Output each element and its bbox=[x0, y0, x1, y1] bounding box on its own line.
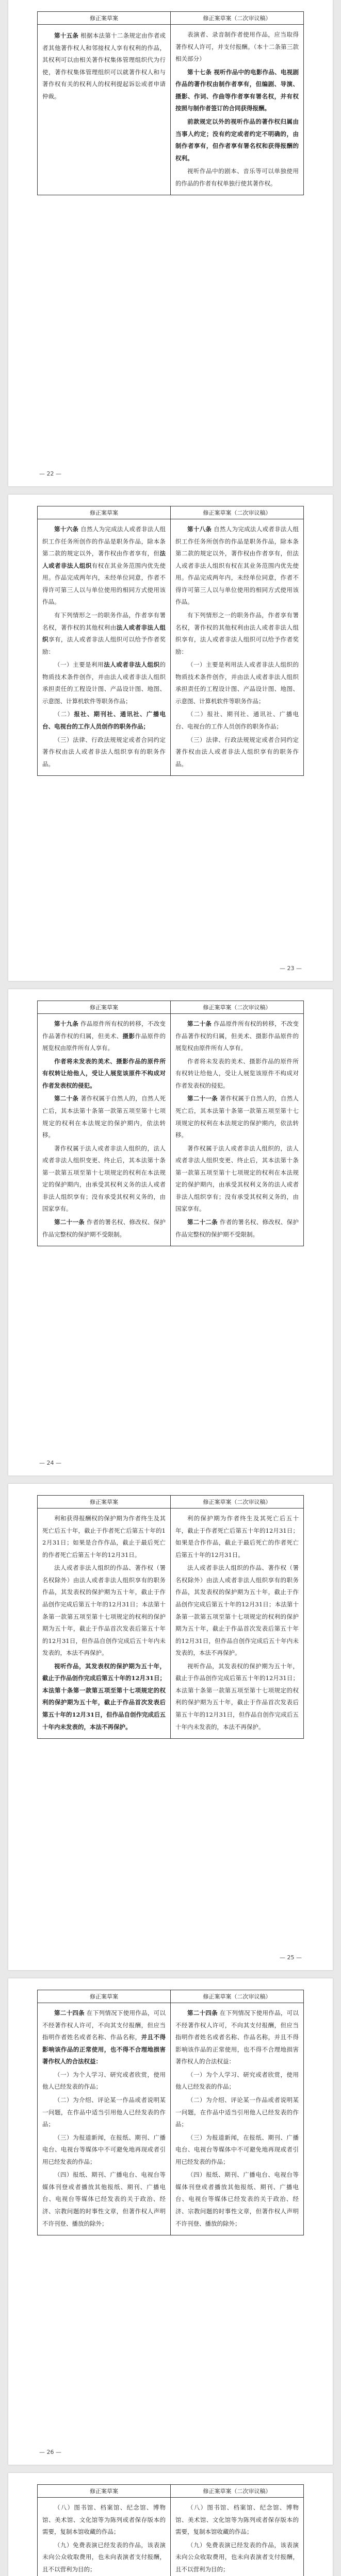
table-header bbox=[38, 2485, 303, 2498]
body-text: 作者的署名权、修改权、保护作品完整权的保护期不受限制。 bbox=[42, 1218, 166, 1238]
body-text: 视听作品，其发表权的保护期为五十年，截止于作品创作完成后第五十年的12月31日；本法第十条第一款第五项至第十七项规定的权利的保护期为五十年，截止于作品首次发表后第五十年的12月31日，但作品自创作完成后五十年内未发表的，本法不再保护。 bbox=[175, 1662, 299, 1731]
header-second-draft: 修正案草案（二次审议稿） bbox=[170, 506, 303, 519]
bold-text: 法人或者非法人组织 bbox=[42, 550, 166, 569]
body-text: （九）免费表演已经发表的作品，该表演未向公众收取费用，也未向表演者支付报酬，且不以营利为目的； bbox=[175, 2541, 299, 2573]
clause-paragraph bbox=[42, 1562, 166, 1659]
page-number: — 25 — bbox=[280, 1954, 302, 1961]
clause-paragraph bbox=[42, 659, 166, 707]
header-draft: 修正案草案 bbox=[90, 15, 118, 22]
clause-paragraph bbox=[175, 1093, 299, 1141]
clause-paragraph bbox=[175, 734, 299, 771]
clause-paragraph bbox=[42, 1018, 166, 1055]
comparison-table bbox=[37, 11, 304, 195]
clause-paragraph bbox=[42, 609, 166, 658]
clause-paragraph bbox=[175, 1018, 299, 1055]
column-second-draft bbox=[170, 2498, 303, 2576]
clause-paragraph bbox=[42, 2069, 166, 2093]
clause-paragraph bbox=[42, 708, 166, 733]
header-second-draft: 修正案草案（二次审议稿） bbox=[170, 1001, 303, 1013]
column-draft bbox=[38, 519, 170, 775]
clause-paragraph bbox=[175, 2169, 299, 2230]
clause-paragraph bbox=[175, 1143, 299, 1215]
header-second-draft: 修正案草案（二次审议稿） bbox=[170, 12, 303, 24]
clause-paragraph bbox=[42, 1513, 166, 1561]
page-number: — 26 — bbox=[39, 2449, 61, 2455]
column-second-draft bbox=[170, 1509, 303, 1738]
body-text: （二）报社、期刊社、通讯社、广播电台、电视台的工作人员创作的职务作品； bbox=[175, 710, 299, 730]
header-draft: 修正案草案 bbox=[90, 1499, 118, 1505]
comparison-table bbox=[37, 1990, 304, 2235]
bold-text: 第十五条 bbox=[54, 32, 79, 39]
body-text: 作品原件所有权的转移，不改变作品著作权的归属，但美术、 bbox=[42, 1020, 166, 1040]
clause-paragraph bbox=[175, 29, 299, 65]
clause-paragraph bbox=[42, 2007, 166, 2068]
bold-text: 第二十条 bbox=[54, 1095, 79, 1103]
body-text: （二）为介绍、评论某一作品或者说明某一问题，在作品中适当引用他人已经发表的作品； bbox=[42, 2096, 166, 2128]
body-text: （一）为个人学习、研究或者欣赏，使用他人已经发表的作品； bbox=[175, 2071, 299, 2091]
clause-paragraph bbox=[42, 1216, 166, 1241]
body-text: （四）报纸、期刊、广播电台、电视台等媒体刊登或者播放其他报纸、期刊、广播电台、电视台等媒体已经发表的关于政治、经济、宗教问题的时事性文章，但著作权人声明不许刊登、播放的除外； bbox=[42, 2171, 166, 2227]
header-draft: 修正案草案 bbox=[90, 2488, 118, 2495]
clause-paragraph bbox=[42, 734, 166, 771]
comparison-table bbox=[37, 1001, 304, 1246]
document-page bbox=[8, 495, 333, 981]
body-text: 有权在其业务范围内优先使用。作品完成两年内，未经单位同意，作者不得许可第三人以与单位使用的相同方式使用该作品。 bbox=[42, 562, 166, 606]
clause-paragraph bbox=[42, 1093, 166, 1141]
bold-text: 视听作品中的电影作品、电视剧作品的著作权由制作者享有，但编剧、导演、摄影、作词、作曲等作者享有署名权，并有权按照与制作者签订的合同获得报酬。 bbox=[175, 68, 299, 112]
body-text: （三）为报道新闻，在报纸、期刊、广播电台、电视台等媒体中不可避免地再现或者引用已经发表的作品； bbox=[42, 2133, 166, 2165]
table-body bbox=[38, 1014, 303, 1246]
body-text: 作品原件的展览权由原件所有人享有。 bbox=[42, 1032, 166, 1052]
bold-text: 第十九条 bbox=[54, 1020, 79, 1027]
column-draft bbox=[38, 25, 170, 195]
body-text: 享有，法人或者非法人组织可以给予作者奖励： bbox=[42, 636, 166, 655]
bold-text: 法人或者非法人组织 bbox=[104, 661, 160, 669]
body-text: 法人或者非法人组织的作品、著作权（署名权除外）由法人或者非法人组织享有的职务作品，其发表权的保护期为五十年，截止于作品创作完成后第五十年的12月31日；本法第十条第一款第五项至第十七项规定的权利的保护期为五十年，截止于作品首次发表后第五十年的12月31日，但作品自创作完成后五十年内未发表的，本法不再保护。 bbox=[42, 1564, 166, 1657]
body-text: （一）主要是利用 bbox=[54, 661, 104, 669]
comparison-table bbox=[37, 506, 304, 776]
body-text: 视听作品中的剧本、音乐等可以单独使用的作品的作者有权单独行使其著作权。 bbox=[175, 167, 299, 187]
column-draft bbox=[38, 2498, 170, 2576]
clause-paragraph bbox=[175, 1056, 299, 1092]
clause-paragraph bbox=[175, 1562, 299, 1659]
page-number: — 23 — bbox=[280, 965, 302, 972]
column-second-draft bbox=[170, 25, 303, 195]
body-text: 作者将未发表的美术、摄影作品的原件所有权转让给他人，受让人展览该原件不构成对作者发表权的侵犯。 bbox=[175, 1057, 299, 1089]
clause-paragraph bbox=[175, 116, 299, 164]
header-draft: 修正案草案 bbox=[90, 1993, 118, 2000]
body-text: 著作权属于法人或者非法人组织的，法人或者非法人组织变更、终止后，其本法第十条第一款第五项至第十七项规定的权利在本法规定的保护期内，由承受其权利义务的法人或者非法人组织享有；没有承受其权利义务的，由国家享有。 bbox=[175, 1144, 299, 1213]
table-header bbox=[38, 506, 303, 519]
header-second-draft: 修正案草案（二次审议稿） bbox=[170, 1990, 303, 2003]
bold-text: 摄影 bbox=[122, 1032, 135, 1040]
table-header bbox=[38, 1990, 303, 2003]
bold-text: 第二十四条 bbox=[187, 2009, 218, 2016]
clause-paragraph bbox=[175, 2094, 299, 2131]
body-text: 利的保护期为作者终生及其死亡后五十年，截止于作者死亡后第五十年的12月31日；如果是合作作品，截止于最后死亡的作者死亡后第五十年的12月31日。 bbox=[175, 1515, 299, 1558]
clause-paragraph bbox=[42, 2539, 166, 2576]
table-header bbox=[38, 1001, 303, 1014]
body-text: （二） bbox=[54, 710, 74, 718]
clause-paragraph bbox=[42, 1660, 166, 1733]
table-header bbox=[38, 12, 303, 25]
body-text: （三）法律、行政法规规定或者合同约定著作权由法人或者非法人组织享有的职务作品。 bbox=[175, 736, 299, 768]
document-page bbox=[8, 1978, 333, 2465]
body-text: 自然人为完成法人或者非法人组织工作任务所创作的作品是职务作品，除本条第二款的规定以外，著作权由作者享有，但法人或者非法人组织有权在其业务范围内优先使用。作品完成两年内，未经单位同意，作者不得许可第三人以与单位使用的相同方式使用该作品。 bbox=[175, 526, 299, 606]
bold-text: 第十八条 bbox=[187, 526, 212, 533]
body-text: 利和获得报酬权的保护期为作者终生及其死亡后五十年，截止于作者死亡后第五十年的12月31日；如果是合作作品，截止于最后死亡的作者死亡后第五十年的12月31日。 bbox=[42, 1515, 166, 1558]
body-text: 著作权属于法人或者非法人组织的，法人或者非法人组织变更、终止后，其本法第十条第一款第五项至第十七项规定的权利在本法规定的保护期内，由承受其权利义务的法人或者非法人组织享有；没有承受其权利义务的，由国家享有。 bbox=[42, 1144, 166, 1213]
bold-text: 报社、期刊社、通讯社、广播电台、电视台的工作人员创作的职务作品； bbox=[42, 710, 166, 730]
body-text: 著作权属于自然人的，自然人死亡后，其本法第十条第一款第五项至第十七项规定的权利在本法规定的保护期内，依法转移。 bbox=[42, 1095, 166, 1139]
bold-text: 视听作品，其发表权的保护期为五十年，截止于作品创作完成后第五十年的12月31日；本法第十条第一款第五项至第十七项规定的权利的保护期为五十年，截止于作品首次发表后第五十年的12月31日，但作品自创作完成后五十年内未发表的，本法不再保护。 bbox=[42, 1662, 166, 1731]
bold-text: 第二十四条 bbox=[54, 2009, 85, 2016]
bold-text: 第十六条 bbox=[54, 526, 79, 533]
body-text: 作品原件所有权的转移，不改变作品著作权的归属，但美术、摄影作品原件的展览权由原件所有人享有。 bbox=[175, 1020, 299, 1052]
clause-paragraph bbox=[175, 609, 299, 658]
clause-paragraph bbox=[175, 523, 299, 608]
clause-paragraph bbox=[42, 2502, 166, 2538]
column-second-draft bbox=[170, 1014, 303, 1246]
clause-paragraph bbox=[175, 659, 299, 707]
comparison-table bbox=[37, 1495, 304, 1739]
body-text: （三）法律、行政法规规定或者合同约定著作权由法人或者非法人组织享有的职务作品。 bbox=[42, 736, 166, 768]
clause-paragraph bbox=[175, 2069, 299, 2093]
table-body bbox=[38, 1509, 303, 1738]
document-page bbox=[8, 1484, 333, 1970]
column-second-draft bbox=[170, 2003, 303, 2235]
body-text: （一）为个人学习、研究或者欣赏，使用他人已经发表的作品； bbox=[42, 2071, 166, 2091]
column-draft bbox=[38, 1509, 170, 1738]
bold-text: 第二十一条 bbox=[54, 1218, 85, 1226]
body-text: （二）为介绍、评论某一作品或者说明某一问题，在作品中适当引用他人已经发表的作品； bbox=[175, 2096, 299, 2128]
body-text: 法人或者非法人组织的作品、著作权（署名权除外）由法人或者非法人组织享有的职务作品，其发表权的保护期为五十年，截止于作品创作完成后第五十年的12月31日；本法第十条第一款第五项至第十七项规定的权利的保护期为五十年，截止于作品首次发表后第五十年的12月31日，但作品自创作完成后五十年内未发表的，本法不再保护。 bbox=[175, 1564, 299, 1657]
clause-paragraph bbox=[175, 1216, 299, 1241]
comparison-table bbox=[37, 2484, 304, 2576]
table-body bbox=[38, 2003, 303, 2235]
clause-paragraph bbox=[42, 2132, 166, 2168]
page-number: — 24 — bbox=[39, 1460, 61, 1466]
bold-text: 法人或者非法人组织 bbox=[42, 623, 166, 643]
clause-paragraph bbox=[175, 165, 299, 190]
clause-paragraph bbox=[175, 1660, 299, 1733]
header-draft: 修正案草案 bbox=[90, 510, 118, 516]
clause-paragraph bbox=[42, 30, 166, 103]
body-text: 的物质技术条件创作，并由法人或者非法人组织承担责任的工程设计图、产品设计图、地图、示意图、计算机软件等职务作品； bbox=[42, 661, 166, 705]
header-second-draft: 修正案草案（二次审议稿） bbox=[170, 2485, 303, 2497]
header-second-draft: 修正案草案（二次审议稿） bbox=[170, 1496, 303, 1508]
document-page bbox=[8, 0, 333, 486]
page-number: — 22 — bbox=[39, 470, 61, 477]
clause-paragraph bbox=[175, 2132, 299, 2168]
bold-text: 并且不得影响该作品的正常使用，也不得不合理地损害著作权人的合法权益： bbox=[42, 2033, 166, 2065]
column-second-draft bbox=[170, 519, 303, 775]
body-text: （八）图书馆、档案馆、纪念馆、博物馆、美术馆、文化馆等为陈列或者保存版本的需要，复制本馆收藏的作品； bbox=[42, 2504, 166, 2536]
clause-paragraph bbox=[175, 2502, 299, 2538]
body-text: 表演者、录音制作者使用作品，应当取得著作权人许可，并支付报酬。（本十二条第三款相关部分） bbox=[175, 31, 299, 63]
body-text: 有下列情形之一的职务作品，作者享有署名权，著作权的其他权利由 bbox=[42, 611, 166, 631]
clause-paragraph bbox=[42, 2094, 166, 2131]
body-text: （一）主要是利用法人或者非法人组织的物质技术条件创作，并由法人或者非法人组织承担责任的工程设计图、产品设计图、地图、示意图、计算机软件等职务作品； bbox=[175, 661, 299, 705]
clause-paragraph bbox=[175, 708, 299, 733]
body-text: （四）报纸、期刊、广播电台、电视台等媒体刊登或者播放其他报纸、期刊、广播电台、电视台等媒体已经发表的关于政治、经济、宗教问题的时事性文章，但著作权人声明不许刊登、播放的除外； bbox=[175, 2171, 299, 2227]
clause-paragraph bbox=[42, 523, 166, 608]
body-text: 根据本法第十二条规定由作者或者其他著作权人和邻接权人享有权利的作品，其权利可以由相关著作权集体管理组织代为行使，著作权集体管理组织可以就著作权人和与著作权有关的权利人的权利提起诉讼或者申请仲裁。 bbox=[42, 32, 166, 100]
bold-text: 第二十条 bbox=[187, 1020, 212, 1027]
body-text: 自然人为完成法人或者非法人组织工作任务所创作的作品是职务作品，除本条第二款的规定以外，著作权由作者享有，但 bbox=[42, 526, 166, 557]
column-draft bbox=[38, 2003, 170, 2235]
clause-paragraph bbox=[175, 66, 299, 115]
clause-paragraph bbox=[42, 1143, 166, 1215]
bold-text: 前款规定以外的视听作品的著作权归属由当事人约定；没有约定或者约定不明确的，由制作者享有，但作者享有署名权和获得报酬的权利。 bbox=[175, 117, 299, 162]
body-text: 著作权属于自然人的，自然人死亡后，其本法第十条第一款第五项至第十七项规定的权利在本法规定的保护期内，依法转移。 bbox=[175, 1095, 299, 1139]
body-text: 作者的署名权、修改权、保护作品完整权的保护期不受限制。 bbox=[175, 1218, 299, 1238]
table-body bbox=[38, 519, 303, 775]
clause-paragraph bbox=[175, 2539, 299, 2576]
body-text: 在下列情况下使用作品，可以不经著作权人许可，不向其支付报酬，但应当指明作者姓名或者名称、作品名称， bbox=[42, 2009, 166, 2041]
table-header bbox=[38, 1496, 303, 1509]
bold-text: 第二十二条 bbox=[187, 1218, 218, 1226]
column-draft bbox=[38, 1014, 170, 1246]
body-text: （九）免费表演已经发表的作品，该表演未向公众收取费用，也未向表演者支付报酬，且不以营利为目的； bbox=[42, 2541, 166, 2573]
body-text: （八）图书馆、档案馆、纪念馆、博物馆、美术馆、文化馆等为陈列或者保存版本的需要，复制本馆收藏的作品； bbox=[175, 2504, 299, 2536]
clause-paragraph bbox=[42, 2169, 166, 2230]
document-page bbox=[8, 2473, 333, 2576]
bold-text: 第十七条 bbox=[187, 68, 212, 76]
table-body bbox=[38, 25, 303, 195]
clause-paragraph bbox=[175, 1513, 299, 1561]
bold-text: 第二十一条 bbox=[187, 1095, 218, 1103]
document-page bbox=[8, 989, 333, 1476]
body-text: （三）为报道新闻，在报纸、期刊、广播电台、电视台等媒体中不可避免地再现或者引用已经发表的作品； bbox=[175, 2133, 299, 2165]
clause-paragraph bbox=[42, 1056, 166, 1092]
clause-paragraph bbox=[175, 2007, 299, 2068]
table-body bbox=[38, 2498, 303, 2576]
header-draft: 修正案草案 bbox=[90, 1004, 118, 1011]
bold-text: 作者将未发表的美术、摄影作品的原件所有权转让给他人，受让人展览该原件不构成对作者发表权的侵犯。 bbox=[42, 1057, 166, 1089]
body-text: 在下列情况下使用作品，可以不经著作权人许可，不向其支付报酬，但应当指明作者姓名或者名称、作品名称，并且不得影响该作品的正常使用，也不得不合理地损害著作权人的合法权益： bbox=[175, 2009, 299, 2065]
body-text: 有下列情形之一的职务作品，作者享有署名权，著作权的其他权利由法人或者非法人组织享有，法人或者非法人组织可以给予作者奖励： bbox=[175, 611, 299, 655]
